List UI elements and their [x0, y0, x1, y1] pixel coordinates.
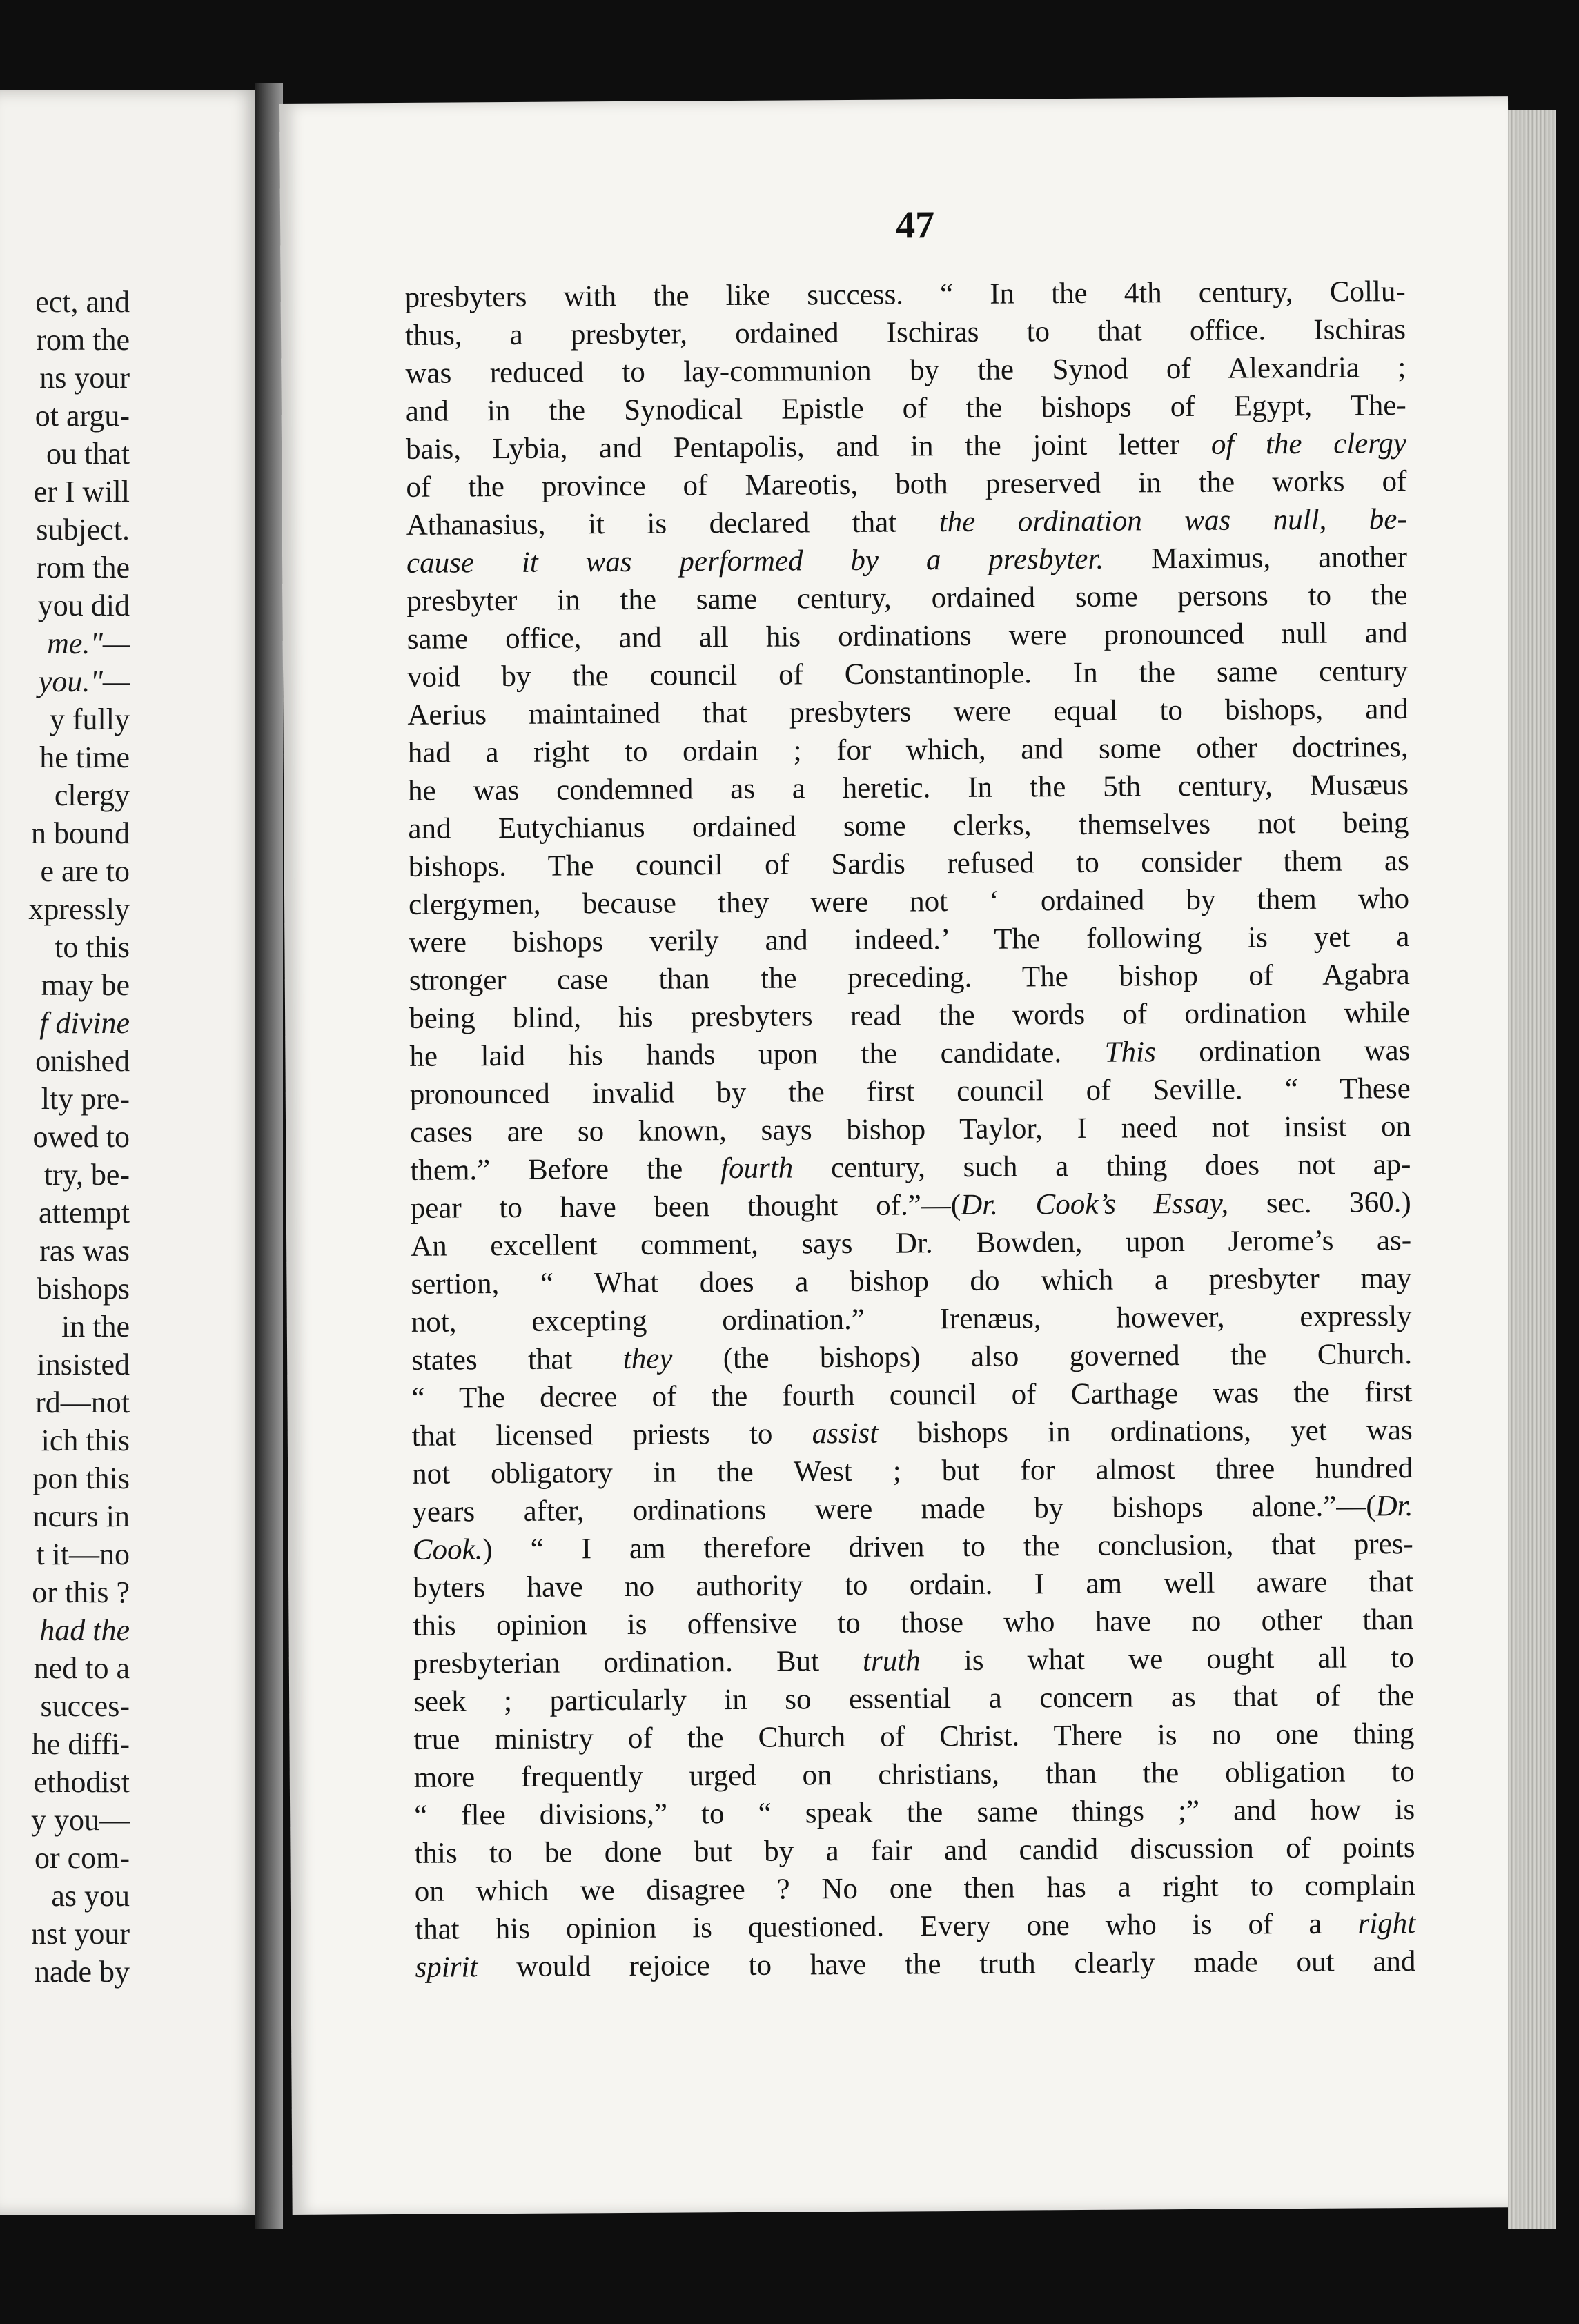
italic-text: the ordination was null, be-	[939, 503, 1407, 539]
text-span: cases are so known, says bishop Taylor, I need not insist on	[409, 1110, 1411, 1149]
left-text-line: ns your	[39, 361, 130, 395]
text-span: century, such a thing does not ap-	[793, 1148, 1411, 1185]
left-text-line: succes-	[40, 1689, 130, 1723]
italic-text: right	[1357, 1907, 1416, 1940]
text-line	[410, 1107, 1411, 1152]
text-line	[412, 1487, 1413, 1531]
text-span: states that	[411, 1342, 623, 1377]
text-line	[413, 1715, 1414, 1759]
left-text-line: as you	[51, 1879, 130, 1913]
page-body-text	[405, 273, 1416, 1987]
left-text-line: you."—	[38, 664, 130, 698]
text-span: bishops. The council of Sardis refused to consider them as	[408, 845, 1409, 883]
left-text-line: may be	[41, 968, 130, 1002]
text-span: ) “ I am therefore driven to the conclusion, that pres-	[482, 1528, 1413, 1566]
text-span: on which we disagree ? No one then has a right to complain	[414, 1869, 1415, 1908]
text-span: was reduced to lay-communion by the Synod of Alexandria ;	[405, 351, 1406, 390]
text-span: that his opinion is questioned. Every one who is of a	[415, 1907, 1358, 1946]
italic-text: spirit	[415, 1951, 478, 1984]
text-span: “ The decree of the fourth council of Carthage was the first	[411, 1376, 1413, 1415]
text-line	[407, 690, 1408, 734]
left-text-line: or com-	[34, 1841, 130, 1875]
text-span: this opinion is offensive to those who have no other than	[413, 1604, 1414, 1642]
text-span: byters have no authority to ordain. I am well aware that	[413, 1566, 1414, 1604]
left-text-line: n bound	[31, 816, 130, 850]
text-span: Maximus, another	[1103, 541, 1408, 575]
left-text-line: rom the	[36, 323, 130, 357]
text-span: seek ; particularly in so essential a concern as that of the	[413, 1680, 1415, 1718]
left-text-line: to this	[55, 930, 130, 964]
left-page-text	[0, 283, 130, 1991]
italic-text: truth	[862, 1644, 921, 1677]
left-text-line: had the	[39, 1613, 130, 1647]
text-line	[405, 348, 1406, 393]
text-line	[411, 1373, 1412, 1417]
text-span: is what we ought all to	[920, 1642, 1414, 1677]
left-text-line: xpressly	[28, 892, 130, 926]
text-span: clergymen, because they were not ‘ ordained by them who	[408, 883, 1410, 921]
left-text-line: ras was	[39, 1234, 130, 1268]
left-text-line: in the	[61, 1310, 130, 1343]
italic-text: they	[622, 1342, 673, 1375]
text-line	[406, 386, 1406, 431]
italic-text: Dr. Cook’s Essay,	[961, 1187, 1229, 1221]
left-text-line: e are to	[40, 854, 130, 888]
text-span: bais, Lybia, and Pentapolis, and in the joint letter	[405, 428, 1212, 466]
text-line	[414, 1829, 1415, 1873]
text-span: same office, and all his ordinations were pronounced null and	[406, 617, 1408, 656]
italic-text: Cook.	[412, 1533, 483, 1566]
text-line	[409, 1032, 1410, 1076]
text-span: of the province of Mareotis, both preserved in the works of	[406, 465, 1407, 504]
right-page	[279, 96, 1521, 2215]
text-span: sertion, “ What does a bishop do which a presbyter may	[411, 1262, 1412, 1301]
text-line	[413, 1563, 1413, 1607]
italic-text: Dr.	[1375, 1490, 1413, 1523]
text-span: years after, ordinations were made by bishops alone.”—(	[412, 1490, 1376, 1528]
text-span: presbyter in the same century, ordained some persons to the	[406, 579, 1408, 618]
text-span: he was condemned as a heretic. In the 5th century, Musæus	[407, 769, 1409, 807]
left-text-line: you did	[37, 589, 130, 622]
text-span: were bishops verily and indeed.’ The following is yet a	[409, 920, 1410, 959]
left-text-line: ned to a	[33, 1651, 130, 1685]
text-line	[406, 500, 1407, 544]
left-text-line: er I will	[33, 475, 130, 509]
text-line	[411, 1297, 1412, 1341]
left-text-line: he time	[39, 740, 130, 774]
text-span: Athanasius, it is declared that	[406, 506, 939, 542]
text-span: and in the Synodical Epistle of the bishops of Egypt, The-	[405, 389, 1406, 428]
text-span: not obligatory in the West ; but for almost three hundred	[411, 1452, 1413, 1490]
left-text-line: he diffi-	[31, 1727, 130, 1761]
left-text-line: ou that	[46, 437, 130, 471]
text-span: pronounced invalid by the first council of Seville. “ These	[409, 1072, 1411, 1111]
text-line	[410, 1145, 1411, 1190]
text-line	[413, 1525, 1413, 1569]
text-span: this to be done but by a fair and candid discussion of points	[414, 1831, 1415, 1870]
italic-text: This	[1104, 1036, 1156, 1069]
text-span: presbyters with the like success. “ In the 4th century, Collu-	[404, 275, 1406, 314]
left-text-line: ich this	[41, 1424, 130, 1457]
text-span: being blind, his presbyters read the words of ordination while	[409, 996, 1411, 1035]
page-number: 47	[895, 204, 935, 247]
text-line	[408, 766, 1409, 810]
text-line	[415, 1942, 1415, 1987]
text-span: true ministry of the Church of Christ. There is no one thing	[413, 1717, 1415, 1756]
text-span: and Eutychianus ordained some clerks, themselves not being	[408, 807, 1409, 845]
text-line	[411, 1221, 1411, 1266]
left-text-line: bishops	[37, 1272, 130, 1306]
left-text-line: pon this	[32, 1461, 130, 1495]
left-text-line: t it—no	[36, 1537, 130, 1571]
text-line	[405, 311, 1406, 355]
text-line	[411, 1183, 1411, 1228]
text-span: stronger case than the preceding. The bishop of Agabra	[409, 958, 1410, 997]
page-edges	[1508, 110, 1556, 2229]
text-line	[409, 994, 1410, 1038]
text-line	[413, 1601, 1413, 1645]
left-text-line: y you—	[31, 1803, 130, 1837]
left-text-line: ect, and	[35, 285, 130, 319]
left-text-line: attempt	[39, 1196, 130, 1230]
text-line	[405, 273, 1406, 317]
text-span: void by the council of Constantinople. In the same century	[406, 655, 1409, 693]
left-text-line: insisted	[37, 1348, 130, 1381]
left-page	[0, 90, 261, 2215]
text-span: “ flee divisions,” to “ speak the same things ;” and how is	[414, 1793, 1415, 1832]
text-line	[409, 956, 1410, 1000]
left-text-line: subject.	[36, 513, 130, 546]
text-line	[413, 1639, 1414, 1683]
italic-text: assist	[812, 1417, 879, 1450]
text-span: An excellent comment, says Dr. Bowden, upon Jerome’s as-	[410, 1224, 1412, 1263]
text-line	[407, 652, 1408, 696]
text-line	[412, 1411, 1413, 1455]
text-line	[414, 1753, 1415, 1797]
italic-text: of the clergy	[1210, 427, 1407, 461]
text-line	[413, 1677, 1414, 1721]
text-span: more frequently urged on christians, than the obligation to	[413, 1755, 1415, 1794]
left-text-line: try, be-	[43, 1158, 130, 1192]
text-line	[409, 880, 1409, 924]
text-span: bishops in ordinations, yet was	[878, 1414, 1413, 1450]
left-text-line: nade by	[34, 1955, 130, 1989]
text-line	[414, 1791, 1415, 1835]
left-text-line: nst your	[31, 1917, 130, 1951]
left-text-line: clergy	[54, 778, 130, 812]
text-line	[406, 462, 1406, 506]
text-line	[411, 1335, 1412, 1379]
left-text-line: y fully	[49, 702, 130, 736]
text-span: would rejoice to have the truth clearly made out and	[478, 1944, 1416, 1984]
text-span: them.” Before the	[410, 1152, 721, 1187]
text-line	[415, 1867, 1415, 1911]
left-text-line: rom the	[36, 551, 130, 584]
left-text-line: f divine	[39, 1006, 130, 1040]
text-line	[415, 1904, 1415, 1949]
text-span: ordination was	[1155, 1034, 1411, 1069]
left-text-line: ncurs in	[32, 1499, 130, 1533]
text-line	[408, 804, 1409, 848]
text-span: had a right to ordain ; for which, and some other doctrines,	[407, 731, 1409, 769]
left-text-line: lty pre-	[41, 1082, 130, 1116]
text-line	[411, 1259, 1411, 1303]
left-text-line: ot argu-	[35, 399, 130, 433]
text-span: thus, a presbyter, ordained Ischiras to that office. Ischiras	[404, 313, 1406, 352]
text-span: presbyterian ordination. But	[413, 1644, 863, 1680]
left-text-line: or this ?	[32, 1575, 130, 1609]
text-line	[410, 1070, 1411, 1114]
text-line	[408, 728, 1409, 772]
text-span: sec. 360.)	[1228, 1186, 1411, 1220]
text-span: that licensed priests to	[411, 1417, 812, 1452]
text-span: (the bishops) also governed the Church.	[672, 1338, 1413, 1375]
left-text-line: rd—not	[35, 1386, 130, 1419]
left-text-line: onished	[35, 1044, 130, 1078]
text-line	[412, 1449, 1413, 1493]
text-span: pear to have been thought of.”—(	[410, 1189, 961, 1225]
text-line	[407, 614, 1408, 658]
text-span: not, excepting ordination.” Irenæus, however, expressly	[411, 1300, 1412, 1339]
text-span: he laid his hands upon the candidate.	[409, 1036, 1105, 1073]
text-line	[409, 918, 1409, 962]
text-line	[406, 424, 1406, 469]
text-line	[406, 576, 1407, 620]
text-line	[406, 538, 1407, 582]
text-line	[409, 842, 1409, 886]
book-gutter	[255, 83, 283, 2229]
italic-text: fourth	[720, 1152, 794, 1185]
left-text-line: ethodist	[33, 1765, 130, 1799]
left-text-line: me."—	[47, 627, 130, 660]
left-text-line: owed to	[32, 1120, 130, 1154]
italic-text: cause it was performed by a presbyter.	[406, 542, 1104, 580]
text-span: Aerius maintained that presbyters were equal to bishops, and	[407, 693, 1409, 731]
